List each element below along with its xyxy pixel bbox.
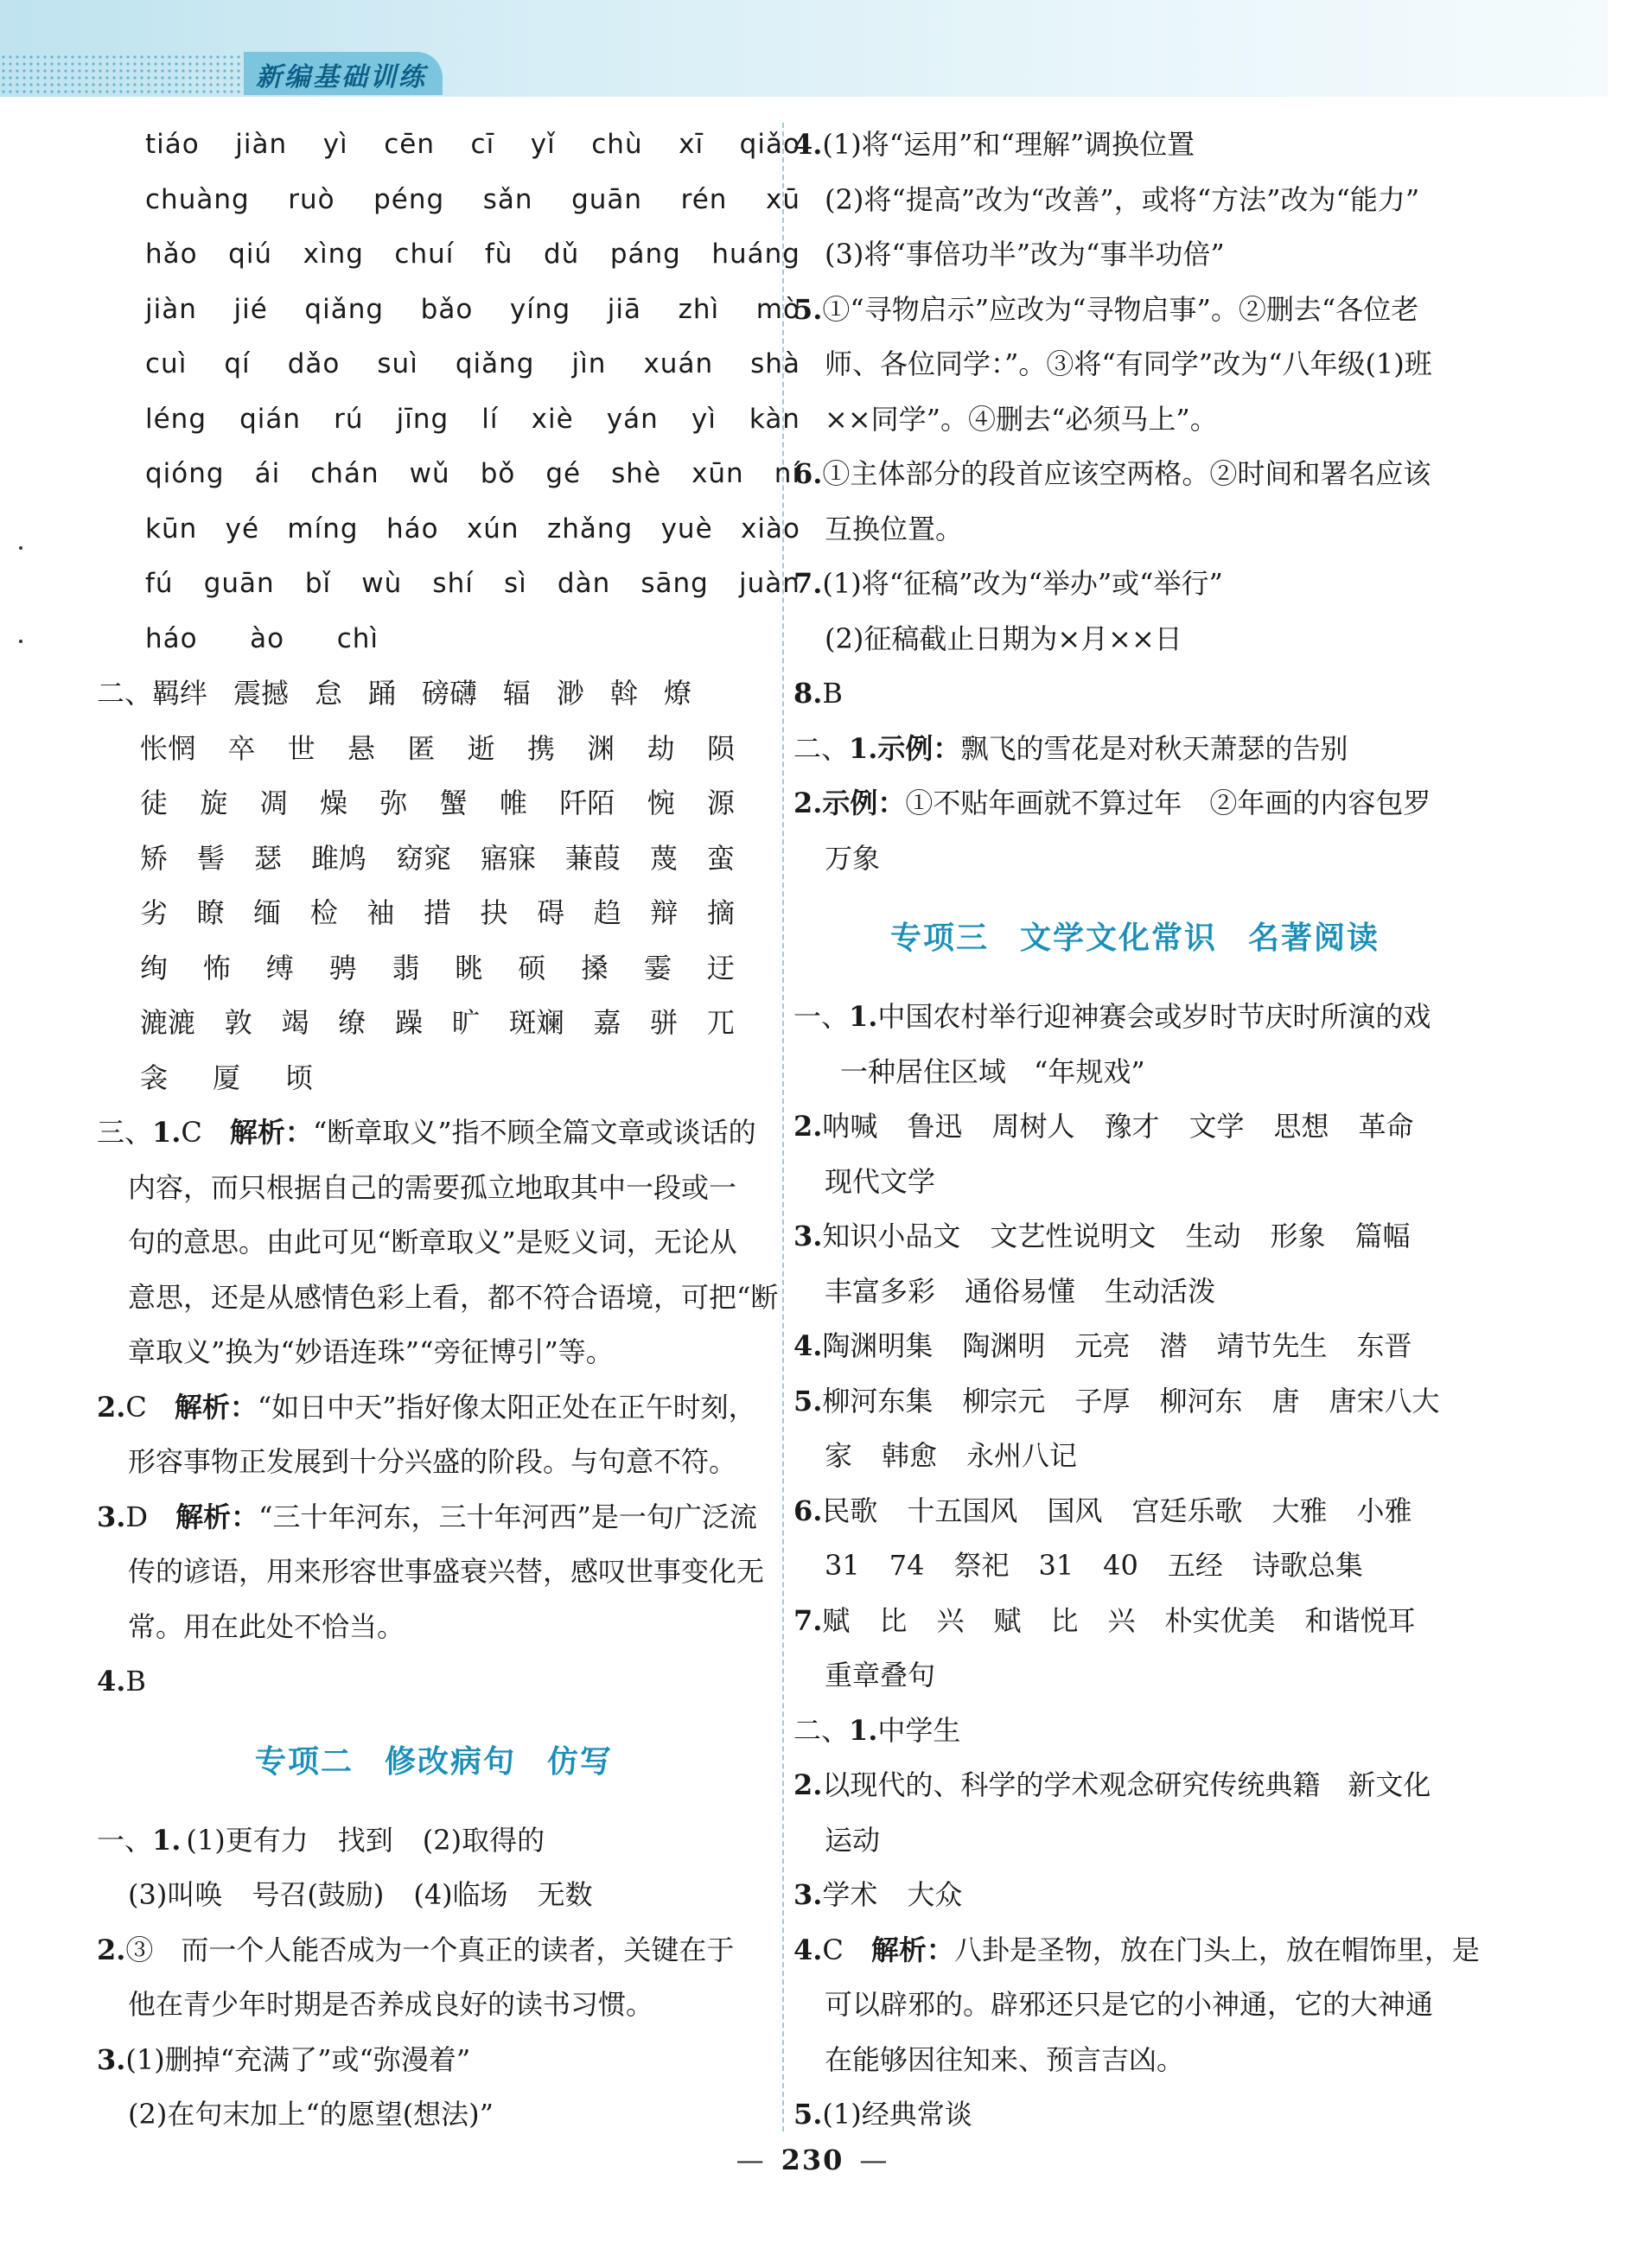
char-item: 瑟 [253, 841, 282, 875]
pinyin-item: xī [679, 129, 704, 160]
text-line: 现代文学 [825, 1164, 936, 1198]
margin-mark [19, 640, 22, 643]
char-row [97, 886, 735, 941]
pinyin-item: mò [755, 293, 800, 325]
t3-q1: 一、1.中国农村举行迎神赛会或岁时节庆时所演的戏 [793, 1000, 1431, 1033]
pinyin-row [97, 283, 800, 338]
pinyin-item: qiǎo [739, 129, 800, 160]
pinyin-item: qiǎng [304, 293, 385, 325]
pinyin-item: xuán [643, 348, 714, 379]
pinyin-item: léng [145, 403, 207, 435]
q6: 6.①主体部分的段首应该空两格。②时间和署名应该 [793, 457, 1431, 490]
char-item: 缅 [253, 896, 282, 929]
pinyin-item: rén [680, 183, 728, 215]
pinyin-item: ní [774, 458, 800, 489]
pinyin-answers [97, 118, 800, 666]
char-item: 骈 [650, 1006, 679, 1039]
pinyin-item: ào [250, 622, 285, 654]
pinyin-row [97, 227, 800, 283]
char-item: 怖 [202, 951, 231, 984]
pinyin-item: fú [145, 568, 174, 599]
text-line: (3)将“事倍功半”改为“事半功倍” [825, 238, 1225, 271]
char-item: 漉漉 [140, 1006, 196, 1039]
pinyin-item: sāng [640, 568, 709, 599]
char-item: 劣 [140, 896, 169, 929]
char-item: 斡 [609, 677, 638, 710]
pinyin-item: yuè [660, 513, 713, 545]
q7: 7.(1)将“征稿”改为“举办”或“举行” [793, 567, 1223, 600]
char-item: 瞭 [196, 896, 225, 929]
char-item: 逝 [467, 731, 495, 765]
text-line: 重章叠句 [825, 1659, 936, 1691]
pinyin-item: cēn [384, 129, 435, 160]
pinyin-item: kūn [145, 513, 198, 545]
pinyin-item: qiú [228, 239, 273, 270]
char-item: 趋 [593, 896, 621, 929]
char-item: 雎鸠 [310, 841, 366, 875]
char-item: 辩 [650, 896, 679, 929]
pinyin-item: chù [591, 129, 643, 160]
char-row [97, 831, 735, 887]
q4: 4.(1)将“运用”和“理解”调换位置 [793, 128, 1195, 161]
header-dot-pattern [0, 54, 242, 93]
t3b-q3: 3.学术 大众 [793, 1878, 963, 1911]
pinyin-item: péng [373, 183, 445, 215]
char-item: 检 [309, 896, 338, 929]
pinyin-item: jiàn [235, 129, 288, 160]
pinyin-item: bǎo [420, 293, 474, 325]
pinyin-item: yǐ [530, 129, 556, 160]
char-item: 踊 [367, 677, 396, 710]
t2-q2: 2.③ 而一个人能否成为一个真正的读者，关键在于 [97, 1933, 735, 1966]
t3-q2: 2.呐喊 鲁迅 周树人 豫才 文学 思想 革命 [793, 1110, 1414, 1143]
char-item: 徒 [140, 787, 169, 819]
pinyin-row [97, 612, 379, 667]
t3-q3: 3.知识小品文 文艺性说明文 生动 形象 篇幅 [793, 1220, 1411, 1252]
pinyin-item: yì [691, 403, 717, 435]
s3-q1: 三、1.C 解析：“断章取义”指不顾全篇文章或谈话的 [97, 1116, 756, 1149]
t3-q3-cont: 丰富多彩 通俗易懂 生动活泼 [825, 1274, 1216, 1308]
pinyin-item: qióng [145, 458, 225, 489]
t3-q6-cont: 31 74 祭祀 31 40 五经 诗歌总集 [825, 1549, 1363, 1582]
pinyin-item: chuàng [145, 183, 250, 215]
t3-q7: 7.赋 比 兴 赋 比 兴 朴实优美 和谐悦耳 [793, 1603, 1416, 1637]
char-row [97, 941, 735, 997]
text-line: 内容，而只根据自己的需要孤立地取其中一段或一 [128, 1170, 737, 1204]
text-line: 在能够因往知来、预言吉凶。 [825, 2042, 1185, 2076]
q5: 5.①“寻物启示”应改为“寻物启事”。②删去“各位老 [793, 292, 1419, 326]
char-item: 骋 [328, 951, 357, 984]
pinyin-item: bǒ [480, 458, 516, 489]
char-item: 卒 [227, 731, 256, 765]
pinyin-item: jiàn [145, 293, 197, 325]
pinyin-row [97, 173, 800, 228]
pinyin-item: chì [336, 622, 379, 654]
page-number: — 230 — [736, 2144, 889, 2176]
pinyin-item: guān [571, 183, 643, 215]
pinyin-item: jiā [607, 293, 642, 325]
text-line: 句的意思。由此可见“断章取义”是贬义词，无论从 [128, 1226, 737, 1258]
char-item: 矫 [140, 841, 169, 875]
char-item: 翡 [392, 951, 420, 984]
char-item: 帷 [499, 787, 527, 819]
char-item: 惋 [647, 787, 675, 819]
char-item: 震撼 [233, 677, 289, 710]
char-item: 怅惘 [140, 731, 196, 765]
char-item: 衾 [140, 1061, 169, 1094]
char-item: 碍 [537, 896, 565, 929]
pinyin-item: yán [606, 403, 659, 435]
pinyin-item: qián [239, 403, 302, 435]
pinyin-item: háo [145, 622, 198, 654]
char-item: 搡 [581, 951, 609, 984]
char-row [97, 776, 735, 831]
margin-mark [19, 546, 22, 550]
text-line: 可以辟邪的。辟邪还只是它的小神通，它的大神通 [825, 1988, 1434, 2021]
char-item: 厦 [212, 1061, 240, 1094]
char-row [97, 722, 735, 777]
t3-q5-cont: 家 韩愈 永州八记 [825, 1439, 1078, 1472]
char-item: 摘 [706, 896, 735, 929]
pinyin-item: páng [609, 239, 681, 270]
t3b-q5: 5.(1)经典常谈 [793, 2098, 972, 2131]
pinyin-item: fù [484, 239, 513, 270]
pinyin-item: cī [470, 129, 495, 160]
text-line: (2)在句末加上“的愿望(想法)” [128, 2098, 494, 2131]
left-column [97, 118, 800, 2143]
char-item: 斑斓 [508, 1006, 564, 1039]
pinyin-item: juàn [738, 568, 800, 599]
pinyin-item: dǔ [543, 239, 580, 270]
book-title: 新编基础训练 [256, 62, 427, 92]
char-item: 燎 [663, 677, 691, 710]
pinyin-item: rú [334, 403, 364, 435]
text-line: 传的谚语，用来形容世事盛衰兴替，感叹世事变化无 [128, 1555, 765, 1588]
pinyin-item: xiào [741, 513, 800, 545]
pinyin-item: zhì [678, 293, 720, 325]
char-item: 携 [526, 731, 555, 765]
pinyin-item: shà [750, 348, 800, 379]
t3b-q4: 4.C 解析：八卦是圣物，放在门头上，放在帽饰里，是 [793, 1933, 1480, 1966]
t2-q3: 3.(1)删掉“充满了”或“弥漫着” [97, 2042, 471, 2076]
q8: 8.B [793, 677, 843, 710]
pinyin-item: hǎo [145, 239, 198, 270]
char-item: 蔑 [649, 841, 678, 875]
section-label: 二、 [97, 677, 153, 710]
pinyin-item: gé [545, 458, 582, 489]
pinyin-row [97, 557, 800, 612]
char-item: 霎 [644, 951, 672, 984]
pinyin-item: huáng [711, 239, 800, 270]
pinyin-item: jié [233, 293, 268, 325]
section-heading-topic3: 专项三 文学文化常识 名著阅读 [889, 920, 1380, 956]
text-line: 形容事物正发展到十分兴盛的阶段。与句意不符。 [128, 1445, 737, 1478]
t3-q6: 6.民歌 十五国风 国风 宫廷乐歌 大雅 小雅 [793, 1494, 1412, 1527]
pinyin-item: yé [225, 513, 260, 545]
text-line: 意思，还是从感情色彩上看，都不符合语境，可把“断 [128, 1280, 779, 1314]
char-item: 寤寐 [480, 841, 536, 875]
pinyin-item: wǔ [409, 458, 450, 489]
t3b-q1: 二、1.中学生 [793, 1713, 961, 1747]
pinyin-item: zhǎng [546, 513, 634, 545]
pinyin-item: xūn [691, 458, 744, 489]
section-heading-topic2: 专项二 修改病句 仿写 [254, 1742, 614, 1780]
char-item: 缭 [338, 1006, 366, 1039]
char-item: 怠 [314, 677, 342, 710]
pinyin-item: sì [503, 568, 527, 599]
char-item: 陨 [706, 731, 735, 765]
pinyin-item: guān [203, 568, 275, 599]
pinyin-item: sǎn [482, 183, 533, 215]
pinyin-item: suì [377, 348, 418, 379]
char-item: 旷 [451, 1006, 480, 1039]
char-row [97, 996, 735, 1051]
char-item: 髻 [196, 841, 225, 875]
char-item: 燥 [319, 787, 347, 819]
pinyin-item: shè [611, 458, 662, 489]
char-item: 渺 [556, 677, 584, 710]
char-item: 兀 [706, 1006, 735, 1039]
char-item: 蒹葭 [564, 841, 621, 875]
pinyin-row [97, 502, 800, 557]
pinyin-row [97, 337, 800, 392]
char-item: 源 [706, 787, 735, 819]
pinyin-row [97, 118, 800, 173]
text-line: (2)将“提高”改为“改善”，或将“方法”改为“能力” [825, 182, 1420, 216]
pinyin-item: shí [432, 568, 474, 599]
char-item: 抉 [480, 896, 508, 929]
pinyin-item: wù [361, 568, 403, 599]
char-item: 硕 [518, 951, 546, 984]
char-item: 辐 [502, 677, 531, 710]
text-line: 常。用在此处不恰当。 [128, 1609, 405, 1643]
char-item: 劫 [647, 731, 675, 765]
char-item: 绚 [140, 951, 169, 984]
char-item: 渊 [587, 731, 615, 765]
text-line: 运动 [825, 1823, 881, 1857]
pinyin-item: xū [765, 183, 800, 215]
char-item: 蟹 [439, 787, 468, 819]
pinyin-item: tiáo [145, 129, 200, 160]
pinyin-item: chán [310, 458, 379, 489]
pinyin-item: háo [386, 513, 439, 545]
char-row [97, 1051, 313, 1106]
text-line: 章取义”换为“妙语连珠”“旁征博引”等。 [128, 1335, 614, 1368]
right-column [793, 118, 1480, 2143]
pinyin-item: xiè [531, 403, 574, 435]
t3-q4: 4.陶渊明集 陶渊明 元亮 潜 靖节先生 东晋 [793, 1329, 1412, 1362]
char-item: 顷 [284, 1061, 313, 1094]
pinyin-item: kàn [749, 403, 800, 435]
character-answers [97, 666, 771, 1105]
text-line: 万象 [825, 841, 881, 875]
char-item: 敦 [224, 1006, 252, 1039]
char-item: 缚 [265, 951, 294, 984]
char-item: 竭 [281, 1006, 309, 1039]
pinyin-item: ruò [288, 183, 335, 215]
char-item: 旋 [200, 787, 228, 819]
pinyin-row [97, 447, 800, 502]
pinyin-item: jīng [396, 403, 449, 435]
pinyin-item: qiǎng [455, 348, 535, 379]
pinyin-item: dǎo [287, 348, 341, 379]
text-line: (2)征稿截止日期为×月××日 [825, 621, 1182, 655]
t3b-q2: 2.以现代的、科学的学术观念研究传统典籍 新文化 [793, 1768, 1431, 1801]
pinyin-item: jìn [571, 348, 607, 379]
text-line: 互换位置。 [825, 512, 964, 545]
s2-q1: 二、1.示例：飘飞的雪花是对秋天萧瑟的告别 [793, 731, 1348, 765]
char-item: 羁绊 [151, 677, 207, 710]
pinyin-item: yì [322, 129, 348, 160]
char-item: 世 [287, 731, 315, 765]
pinyin-item: xìng [303, 239, 364, 270]
char-item: 嘉 [593, 1006, 621, 1039]
pinyin-item: dàn [557, 568, 611, 599]
pinyin-item: cuì [145, 348, 188, 379]
char-item: 磅礴 [421, 677, 477, 710]
char-item: 匿 [407, 731, 436, 765]
pinyin-row [97, 392, 800, 448]
char-item: 弥 [379, 787, 408, 819]
text-line: 师、各位同学：”。③将“有同学”改为“八年级(1)班 [825, 347, 1432, 380]
pinyin-item: xún [466, 513, 519, 545]
text-line: 他在青少年时期是否养成良好的读书习惯。 [128, 1988, 654, 2021]
s3-q3: 3.D 解析：“三十年河东，三十年河西”是一句广泛流 [97, 1500, 757, 1533]
char-item: 阡陌 [559, 787, 615, 819]
pinyin-item: lí [481, 403, 499, 435]
char-row [97, 666, 691, 722]
t2-q1: 一、1. (1)更有力 找到 (2)取得的 [97, 1823, 545, 1857]
char-item: 窈窕 [395, 841, 451, 875]
pinyin-item: yíng [509, 293, 571, 325]
char-item: 袖 [366, 896, 395, 929]
s2-q2: 2.示例：①不贴年画就不算过年 ②年画的内容包罗 [793, 787, 1431, 819]
pinyin-item: ái [254, 458, 281, 489]
t2-q1-cont: (3)叫唤 号召(鼓励) (4)临场 无数 [128, 1878, 593, 1911]
pinyin-item: bǐ [304, 568, 332, 599]
char-item: 躁 [395, 1006, 424, 1039]
text-line: ××同学”。④删去“必须马上”。 [825, 402, 1218, 436]
char-item: 悬 [347, 731, 375, 765]
text-line: 一种居住区域 “年规戏” [840, 1054, 1145, 1088]
char-item: 眺 [455, 951, 483, 984]
char-item: 凋 [259, 787, 288, 819]
char-item: 措 [423, 896, 451, 929]
s3-q2: 2.C 解析：“如日中天”指好像太阳正处在正午时刻， [97, 1390, 756, 1424]
s3-q4: 4.B [97, 1665, 146, 1698]
pinyin-item: chuí [394, 239, 455, 270]
pinyin-item: qí [224, 348, 251, 379]
t3-q5: 5.柳河东集 柳宗元 子厚 柳河东 唐 唐宋八大 [793, 1384, 1440, 1418]
pinyin-item: míng [287, 513, 359, 545]
char-item: 迂 [706, 951, 735, 984]
char-item: 蛮 [706, 841, 735, 875]
